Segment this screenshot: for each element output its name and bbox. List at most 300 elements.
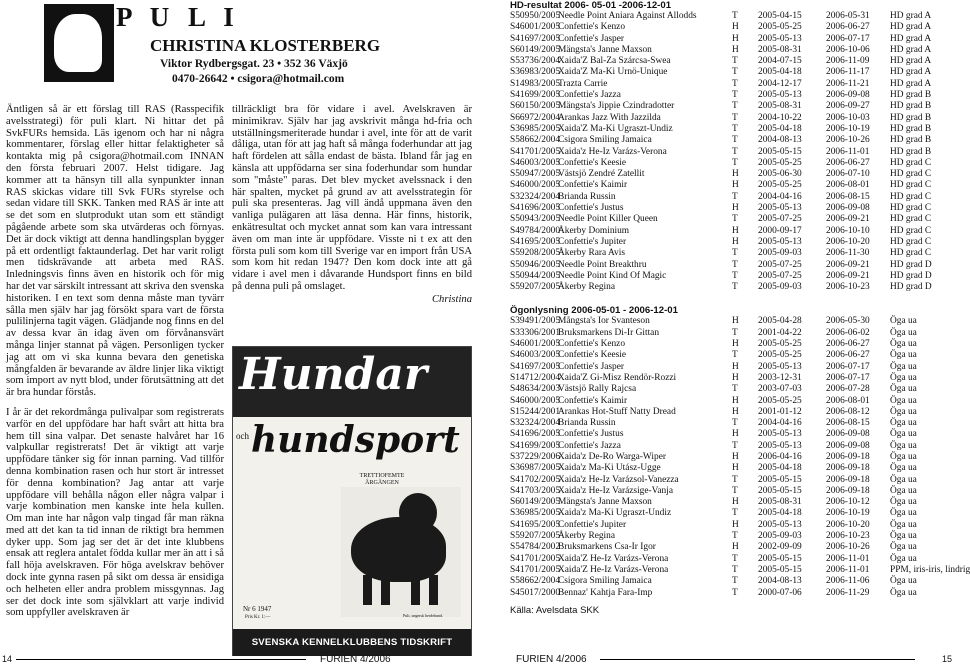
results-page (510, 0, 970, 616)
result: Öga ua (890, 327, 917, 338)
exam-date: 2006-10-06 (826, 44, 870, 55)
birth-date: 2005-08-31 (758, 101, 802, 112)
dog-name: Xaida'z He-Iz Varázsol-Vanezza (558, 474, 679, 485)
table-row (510, 67, 960, 78)
table-row (510, 79, 960, 90)
birth-date: 2005-05-13 (758, 429, 802, 440)
sex: H (732, 451, 739, 462)
result: Öga ua (890, 531, 917, 542)
birth-date: 2005-05-13 (758, 33, 802, 44)
birth-date: 2005-04-15 (758, 11, 802, 21)
puli-logo (44, 4, 114, 82)
table-row (510, 497, 960, 508)
reg-number: S36985/2005 (510, 123, 561, 134)
table-row (510, 328, 960, 339)
reg-number: S14712/2004 (510, 372, 561, 383)
sex: H (732, 22, 739, 33)
reg-number: S53736/2004 (510, 56, 561, 67)
birth-date: 2004-07-15 (758, 56, 802, 67)
dog-name: Confettie's Kaimir (558, 395, 628, 406)
dog-name: Brianda Russin (558, 418, 616, 429)
dog-name: Trazta Carrie (558, 78, 608, 89)
dog-name: Xaida'Z Ma-Ki Urnö-Unique (558, 67, 668, 78)
birth-date: 2000-07-06 (758, 587, 802, 598)
exam-date: 2006-06-27 (826, 339, 870, 350)
table-row (510, 214, 960, 225)
sex: H (732, 406, 739, 417)
dog-name: Mängsta's Jippie Czindradotter (558, 101, 675, 112)
result: Öga ua (890, 519, 917, 530)
reg-number: S46000/2005 (510, 180, 561, 191)
sex: H (732, 542, 739, 553)
dog-name: Confettie's Jasper (558, 361, 624, 372)
reg-number: S60149/2005 (510, 497, 561, 508)
exam-date: 2006-09-27 (826, 101, 870, 112)
birth-date: 2004-12-17 (758, 78, 802, 89)
dog-name: Xaida'Z He-Iz Varázs-Verona (558, 553, 669, 564)
reg-number: S59208/2005 (510, 248, 561, 259)
dog-name: Xaida'z Ma-Ki Ugraszt-Undiz (558, 508, 672, 519)
exam-date: 2006-10-20 (826, 236, 870, 247)
cover-caption: Puli, ungersk herdehund. (403, 613, 443, 618)
exam-date: 2006-06-27 (826, 22, 870, 33)
sex: T (732, 123, 738, 134)
table-row (510, 542, 960, 553)
birth-date: 2005-04-18 (758, 463, 802, 474)
reg-number: S46003/2005 (510, 157, 561, 168)
table-row (510, 34, 960, 45)
table-row (510, 124, 960, 135)
birth-date: 2005-04-28 (758, 316, 802, 327)
result: HD grad A (890, 56, 932, 67)
dog-name: Xaida'Z Bal-Za Szárcsa-Swea (558, 56, 671, 67)
dog-name: Needle Point Breakthru (558, 259, 647, 270)
table-row (510, 316, 960, 327)
table-row (510, 56, 960, 67)
table-row (510, 564, 970, 576)
table-row (510, 452, 960, 463)
reg-number: S50944/2005 (510, 270, 561, 281)
table-row (510, 147, 960, 158)
dog-name: Xaida'Z He-Iz Varázs-Verona (558, 564, 669, 575)
table-row (510, 169, 960, 180)
sex: H (732, 33, 739, 44)
sex: T (732, 248, 738, 259)
birth-date: 2005-06-30 (758, 169, 802, 180)
result: HD grad A (890, 67, 932, 78)
exam-date: 2006-09-08 (826, 429, 870, 440)
result: HD grad D (890, 259, 932, 270)
reg-number: S46001/2005 (510, 339, 561, 350)
exam-date: 2006-10-26 (826, 135, 870, 146)
sex: T (732, 576, 738, 587)
result: Öga ua (890, 587, 917, 598)
exam-date: 2006-09-21 (826, 270, 870, 281)
table-row (510, 463, 960, 474)
birth-date: 2005-05-15 (758, 553, 802, 564)
table-row (510, 11, 960, 22)
reg-number: S49784/2000 (510, 225, 561, 236)
cover-issue: Nr 6 1947 (243, 605, 272, 613)
table-row (510, 396, 960, 407)
birth-date: 2005-05-13 (758, 519, 802, 530)
birth-date: 2005-05-25 (758, 395, 802, 406)
exam-date: 2006-10-26 (826, 542, 870, 553)
birth-date: 2005-09-03 (758, 282, 802, 293)
result: Öga ua (890, 429, 917, 440)
article-column-2 (232, 104, 472, 306)
hd-results-table (510, 11, 960, 293)
sex: H (732, 316, 739, 327)
sex: H (732, 169, 739, 180)
result: HD grad A (890, 44, 932, 55)
exam-date: 2006-07-17 (826, 372, 870, 383)
cover-och: och (236, 431, 249, 441)
dog-name: Åkerby Rara Avis (558, 248, 625, 259)
reg-number: S41695/2005 (510, 519, 561, 530)
exam-date: 2006-06-27 (826, 157, 870, 168)
article-paragraph: Äntligen så är ett förslag till RAS (Rasspecifik avelsstrategi) för puli klart. Ni hittar det på SvkFURs hemsida. Läs igenom och har ni några kommentarer, förslag eller hittar felaktigheter så kontakta mig på csigora@hotmail.com INNAN den första februari 2007. Helst tidigare. Jag kommer att ta hänsyn till alla synpunkter innan RAS skickas vidare till Svk FURs styrelse och sedan vidare till SKK. Tanken med RAS är inte att se det som en slutprodukt utan som ett ständigt pågående arbete som ska utvärderas och förnyas. Det är dock viktigt att denna handlingsplan bygger på ett ordentligt faktaunderlag. Det har varit roligt men tidskrävande att arbeta med RAS. Inledningsvis finns även en historik och för mig har det var särskilt intressant att skriva den svenska historiken. I en text som denna måste man tyvärr sålla men själv har jag försökt spara vart de första pulilinjerna tagit vägen. Glädjande nog finns en del av dessa kvar än idag även om förvånansvärt många linjer stannat på vägen. Personligen tycker jag att om vi ska kunna bevara den genetiska mångfalden är bevarande av äldre linjer lika viktigt som import av nytt blod, under förutsättning att det är bra hundar förstås. (6, 104, 224, 399)
result: HD grad C (890, 214, 932, 225)
exam-date: 2006-07-17 (826, 361, 870, 372)
exam-date: 2006-09-18 (826, 463, 870, 474)
sex: T (732, 564, 738, 575)
birth-date: 2005-04-18 (758, 67, 802, 78)
cover-price: Pris Kr. 1:— (245, 615, 271, 620)
reg-number: S60150/2005 (510, 101, 561, 112)
table-row (510, 475, 960, 486)
result: Öga ua (890, 542, 917, 553)
birth-date: 2004-08-13 (758, 576, 802, 587)
exam-date: 2006-08-12 (826, 406, 870, 417)
table-row (510, 135, 960, 146)
sex: H (732, 463, 739, 474)
reg-number: S36987/2005 (510, 463, 561, 474)
dog-name: Åkerby Dominium (558, 225, 630, 236)
result: HD grad C (890, 248, 932, 259)
birth-date: 2005-09-03 (758, 248, 802, 259)
exam-date: 2006-10-03 (826, 112, 870, 123)
reg-number: S50947/2005 (510, 169, 561, 180)
reg-number: S15244/2001 (510, 406, 561, 417)
result: HD grad C (890, 157, 932, 168)
birth-date: 2005-05-25 (758, 180, 802, 191)
result: HD grad A (890, 11, 932, 21)
dog-name: Xaida'z Ma-Ki Utász-Ugge (558, 463, 661, 474)
sex: H (732, 44, 739, 55)
birth-date: 2005-08-31 (758, 44, 802, 55)
dog-name: Confettie's Justus (558, 203, 624, 214)
result: Öga ua (890, 406, 917, 417)
sex: T (732, 11, 738, 21)
sex: T (732, 56, 738, 67)
reg-number: S37229/2006 (510, 451, 561, 462)
sex: T (732, 270, 738, 281)
exam-date: 2006-11-06 (826, 576, 870, 587)
table-row (510, 45, 960, 56)
exam-date: 2006-11-17 (826, 67, 870, 78)
dog-name: Confettie's Jupiter (558, 519, 627, 530)
dog-name: Bruksmarkens Di-Ir Gittan (558, 327, 660, 338)
exam-date: 2006-10-19 (826, 508, 870, 519)
reg-number: S41701/2005 (510, 146, 561, 157)
article-column-1 (6, 104, 224, 619)
birth-date: 2005-05-13 (758, 90, 802, 101)
exam-date: 2006-11-09 (826, 56, 870, 67)
birth-date: 2005-05-13 (758, 203, 802, 214)
result: Öga ua (890, 497, 917, 508)
article-paragraph: I år är det rekordmånga pulivalpar som registrerats varför en del uppfödare har haft svårt att hitta bra hem till sina valpar. Det senaste halvåret har 16 valpkullar registrerats! Det är viktigt att varje uppfödare tänker sig för innan parning. Vad tillför denna kombination rasen och hur stort är intresset för denna kombination? Jag antar att varje uppfödare vill behålla någon eller några valpar i varje kombination men kanske inte hela kullen. Om man inte har någon valp tingad får man räkna med att det kan ta tid innan de riktigt bra hemmen dyker upp. Som jag ser det är det inte klubbens ensak att reglera antalet födda kullar mer än att i så fall höja avelskraven. För höga avelskrav behöver dock inte gynna rasen på sikt om dessa är ensidiga och helheten eller andra problem missgynnas. Jag ser det dock inte som självklart att varje individ som uppfyller avelskraven är (6, 406, 224, 619)
reg-number: S48634/2003 (510, 384, 561, 395)
reg-number: S41696/2005 (510, 429, 561, 440)
cover-title-hundsport: hundsport (251, 419, 460, 461)
reg-number: S32324/2004 (510, 191, 561, 202)
sex: H (732, 225, 739, 236)
result: Öga ua (890, 474, 917, 485)
result: HD grad B (890, 135, 932, 146)
result: Öga ua (890, 384, 917, 395)
sex: T (732, 146, 738, 157)
sex: T (732, 553, 738, 564)
dog-name: Confettie's Jasper (558, 33, 624, 44)
table-row (510, 101, 960, 112)
right-page-footer (480, 652, 960, 670)
table-row (510, 226, 960, 237)
exam-date: 2006-11-21 (826, 78, 870, 89)
article-paragraph: tillräckligt bra för vidare i avel. Avelskraven är minimikrav. Själv har jag avskrivit många hd-fria och utställningsmeriterade hundar i avel, inte för att de varit dåliga, utan för att jag haft så många foderhundar att jag haft fördelen att sålla endast de bästa. Ibland får jag en känsla att uppfödarna ser sina foderhundar som hundar som "måste" paras. Det blev mycket avelssnack i den här spalten, mycket på grund av att avelsstrategin för puli ska presenteras. Jag vill ändå uppmana även den vanliga pulägaren att läsa denna. Här finns, historik, enkätresultat och mycket annat som kan vara intressant även om man inte är uppfödare. Visste ni t ex att den första puli som kom till Sverige var en import från USA som kom hit redan 1947? Den kom dock inte att gå vidare i avel men i dåvarande Hundsport finns en bild på denna puli på omslaget. (232, 104, 472, 292)
dog-name: Confettie's Keesie (558, 350, 627, 361)
sex: T (732, 384, 738, 395)
sex: H (732, 339, 739, 350)
reg-number: S50946/2005 (510, 259, 561, 270)
result: Öga ua (890, 463, 917, 474)
dog-name: Confettie's Keesie (558, 157, 627, 168)
sex: T (732, 587, 738, 598)
sex: T (732, 531, 738, 542)
table-row (510, 237, 960, 248)
dog-name: Arankas Hot-Stuff Natty Dread (558, 406, 676, 417)
birth-date: 2005-08-31 (758, 497, 802, 508)
exam-date: 2006-11-29 (826, 587, 870, 598)
reg-number: S14983/2005 (510, 78, 561, 89)
table-row (510, 531, 960, 542)
cover-volume: TRETTIOFEMTE ÅRGÅNGEN (359, 473, 405, 486)
dog-name: Xaida'z De-Ro Warga-Wiper (558, 451, 666, 462)
sex: T (732, 157, 738, 168)
reg-number: S41701/2005 (510, 553, 561, 564)
dog-name: Västsjö Zendré Zatellit (558, 169, 645, 180)
sex: T (732, 508, 738, 519)
birth-date: 2001-01-12 (758, 406, 802, 417)
exam-date: 2006-09-18 (826, 474, 870, 485)
result: HD grad C (890, 169, 932, 180)
breed-title: P U L I (116, 2, 240, 32)
reg-number: S54784/2002 (510, 542, 561, 553)
sex: H (732, 372, 739, 383)
dog-name: Needle Point Kind Of Magic (558, 270, 667, 281)
result: HD grad C (890, 191, 932, 202)
eye-results-title: Ögonlysning 2006-05-01 - 2006-12-01 (510, 305, 678, 317)
birth-date: 2000-09-17 (758, 225, 802, 236)
result: HD grad A (890, 33, 932, 44)
table-row (510, 588, 960, 599)
exam-date: 2006-09-21 (826, 214, 870, 225)
dog-name: Bruksmarkens Csa-Ir Igor (558, 542, 656, 553)
exam-date: 2006-06-27 (826, 350, 870, 361)
reg-number: S58662/2004 (510, 135, 561, 146)
dog-name: Needle Point Killer Queen (558, 214, 658, 225)
result: Öga ua (890, 440, 917, 451)
birth-date: 2004-04-16 (758, 191, 802, 202)
sex: T (732, 112, 738, 123)
table-row (510, 576, 960, 587)
birth-date: 2001-04-22 (758, 327, 802, 338)
reg-number: S41699/2005 (510, 440, 561, 451)
birth-date: 2005-04-18 (758, 123, 802, 134)
dog-name: Västsjö Rally Rajcsa (558, 384, 637, 395)
reg-number: S59207/2005 (510, 531, 561, 542)
dog-name: Csigora Smiling Jamaica (558, 135, 652, 146)
exam-date: 2006-10-19 (826, 123, 870, 134)
reg-number: S45017/2000 (510, 587, 561, 598)
birth-date: 2005-05-15 (758, 474, 802, 485)
result: Öga ua (890, 339, 917, 350)
exam-date: 2006-11-30 (826, 248, 870, 259)
result: Öga ua (890, 508, 917, 519)
sex: T (732, 214, 738, 225)
sex: T (732, 191, 738, 202)
reg-number: S50943/2005 (510, 214, 561, 225)
birth-date: 2005-05-15 (758, 485, 802, 496)
exam-date: 2006-05-31 (826, 11, 870, 21)
birth-date: 2005-04-18 (758, 508, 802, 519)
exam-date: 2006-09-08 (826, 440, 870, 451)
sex: T (732, 282, 738, 293)
table-row (510, 339, 960, 350)
exam-date: 2006-10-23 (826, 531, 870, 542)
birth-date: 2005-05-25 (758, 22, 802, 33)
result: Öga ua (890, 553, 917, 564)
exam-date: 2006-11-01 (826, 146, 870, 157)
reg-number: S60149/2005 (510, 44, 561, 55)
sex: H (732, 203, 739, 214)
table-row (510, 429, 960, 440)
birth-date: 2005-05-25 (758, 350, 802, 361)
result: HD grad A (890, 22, 932, 33)
exam-date: 2006-10-12 (826, 497, 870, 508)
sex: T (732, 259, 738, 270)
exam-date: 2006-09-08 (826, 90, 870, 101)
result: HD grad C (890, 236, 932, 247)
reg-number: S66972/2004 (510, 112, 561, 123)
dog-name: Confettie's Kaimir (558, 180, 628, 191)
cover-title-hundar: Hundar (239, 349, 428, 400)
sex: T (732, 90, 738, 101)
left-footer-title: FURIEN 4/2006 (320, 654, 391, 665)
cover-dog-photo (341, 487, 461, 617)
reg-number: S46001/2005 (510, 22, 561, 33)
result: Öga ua (890, 350, 917, 361)
dog-name: Åkerby Regina (558, 531, 616, 542)
reg-number: S58662/2004 (510, 576, 561, 587)
table-row (510, 362, 960, 373)
left-page-footer (0, 652, 480, 670)
right-page-number: 15 (941, 654, 952, 664)
result: HD grad D (890, 270, 932, 281)
exam-date: 2006-07-28 (826, 384, 870, 395)
reg-number: S41702/2005 (510, 474, 561, 485)
birth-date: 2005-07-25 (758, 214, 802, 225)
sex: H (732, 395, 739, 406)
table-row (510, 350, 960, 361)
table-row (510, 260, 960, 271)
birth-date: 2005-07-25 (758, 259, 802, 270)
birth-date: 2004-10-22 (758, 112, 802, 123)
birth-date: 2002-09-09 (758, 542, 802, 553)
dog-name: Xaida'z He-Iz Varázs-Verona (558, 146, 667, 157)
author-contact: 0470-26642 • csigora@hotmail.com (172, 73, 345, 85)
exam-date: 2006-08-15 (826, 191, 870, 202)
result: Öga ua (890, 395, 917, 406)
reg-number: S32324/2004 (510, 418, 561, 429)
exam-date: 2006-08-01 (826, 395, 870, 406)
sex: T (732, 418, 738, 429)
dog-name: Confettie's Jazza (558, 440, 621, 451)
birth-date: 2003-12-31 (758, 372, 802, 383)
reg-number: S36985/2005 (510, 508, 561, 519)
exam-date: 2006-11-01 (826, 553, 870, 564)
birth-date: 2005-09-03 (758, 531, 802, 542)
exam-date: 2006-05-30 (826, 316, 870, 327)
result: HD grad C (890, 180, 932, 191)
magazine-cover-image (232, 346, 472, 656)
dog-name: Xaida'z He-Iz Varázsige-Vanja (558, 485, 673, 496)
dog-name: Xaida'Z Gi-Misz Rendör-Rozzi (558, 372, 677, 383)
page-header (0, 0, 480, 96)
sex: T (732, 485, 738, 496)
exam-date: 2006-08-01 (826, 180, 870, 191)
sex: H (732, 361, 739, 372)
reg-number: S41701/2005 (510, 564, 561, 575)
sex: H (732, 180, 739, 191)
exam-date: 2006-08-15 (826, 418, 870, 429)
exam-date: 2006-10-20 (826, 519, 870, 530)
sex: H (732, 429, 739, 440)
birth-date: 2005-05-25 (758, 157, 802, 168)
sex: H (732, 519, 739, 530)
dog-name: Bennaz' Kahtja Fara-Imp (558, 587, 653, 598)
table-row (510, 407, 960, 418)
exam-date: 2006-09-18 (826, 451, 870, 462)
birth-date: 2005-05-13 (758, 361, 802, 372)
sex: T (732, 135, 738, 146)
result: Öga ua (890, 451, 917, 462)
reg-number: S41697/2005 (510, 33, 561, 44)
hd-results-title: HD-resultat 2006- 05-01 -2006-12-01 (510, 0, 672, 11)
reg-number: S41697/2005 (510, 361, 561, 372)
sex: H (732, 236, 739, 247)
author-address: Viktor Rydbergsgat. 23 • 352 36 Växjö (160, 58, 348, 70)
dog-name: Brianda Russin (558, 191, 616, 202)
sex: T (732, 78, 738, 89)
table-row (510, 486, 960, 497)
dog-name: Confettie's Justus (558, 429, 624, 440)
birth-date: 2005-05-13 (758, 236, 802, 247)
table-row (510, 90, 960, 101)
result: HD grad B (890, 146, 932, 157)
cover-masthead (233, 347, 471, 417)
reg-number: S46003/2005 (510, 350, 561, 361)
